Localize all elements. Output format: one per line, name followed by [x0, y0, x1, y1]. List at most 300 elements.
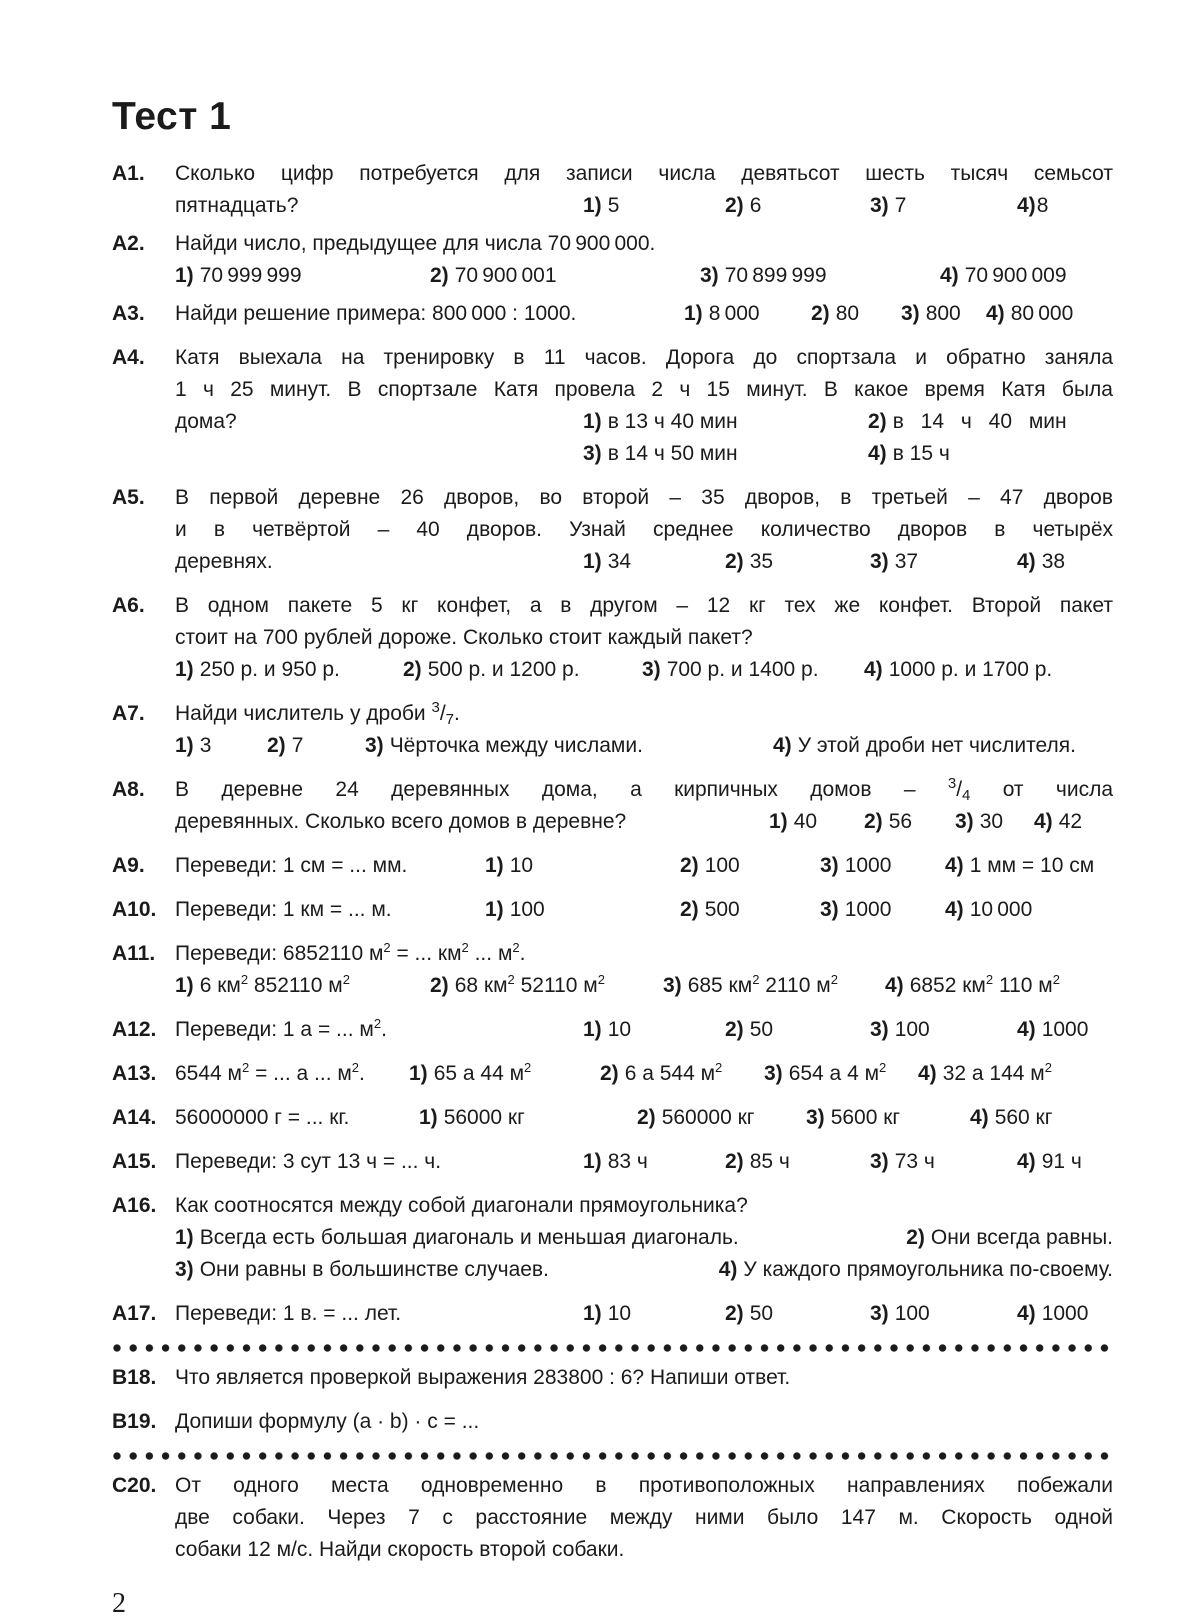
option-value: 42: [1058, 810, 1083, 833]
question-c20-body: [175, 1470, 1113, 1566]
a3-option-3: [901, 298, 986, 330]
option-label: 4): [868, 442, 887, 465]
question-a1: [112, 158, 1113, 222]
question-a13-body: [175, 1058, 1113, 1090]
option-value: в 15 ч: [892, 442, 950, 465]
question-a9-text: Переведи: 1 см = ... мм.: [175, 854, 408, 877]
option-value: 10: [607, 1302, 632, 1325]
option-value: 40: [793, 810, 818, 833]
option-label: 1): [684, 302, 703, 325]
a8-option-2: [864, 806, 955, 838]
a16-option-4: [719, 1254, 1113, 1286]
question-a9-number: А9.: [112, 854, 145, 877]
a6-option-4: [864, 654, 1052, 686]
question-a2-options-row: [175, 260, 1113, 292]
option-value: 30: [979, 810, 1004, 833]
option-value: 6852 км: [909, 974, 986, 997]
question-a6-text-line2: стоит на 700 рублей дороже. Сколько стоит каждый пакет?: [175, 626, 753, 649]
question-a5-body: [175, 482, 1113, 578]
a3-option-4: [986, 298, 1073, 330]
question-a5: [112, 482, 1113, 578]
question-a11: [112, 938, 1113, 1002]
question-a7: [112, 698, 1113, 762]
text-part: .: [454, 702, 460, 725]
option-label: 2): [680, 898, 699, 921]
question-a6-number: А6.: [112, 594, 145, 617]
dotted-separator: [112, 1343, 1113, 1353]
option-value: в 14 ч 50 мин: [607, 442, 738, 465]
question-a2-body: [175, 228, 1113, 292]
page-number: 2: [112, 1588, 126, 1619]
superscript: 2: [597, 972, 605, 987]
question-a14-body: [175, 1102, 1113, 1134]
question-a4: [112, 342, 1113, 470]
option-label: 1): [409, 1062, 428, 1085]
question-a1-text: Сколько цифр потребуется для записи числа девятьсот шесть тысяч семьсот: [175, 162, 1113, 185]
a13-option-1: [409, 1058, 600, 1090]
a7-option-2: [267, 730, 365, 762]
option-label: 3): [901, 302, 920, 325]
question-a16-number: А16.: [112, 1194, 157, 1217]
option-label: 2): [725, 550, 744, 573]
question-b18-number: В18.: [112, 1366, 157, 1389]
question-a8: [112, 774, 1113, 838]
text-part: от числа: [970, 778, 1114, 801]
question-a3-options-row: [175, 298, 1113, 330]
option-value: 68 км: [454, 974, 508, 997]
fraction-slash: /: [956, 778, 963, 801]
question-a15-options-row: [175, 1146, 1113, 1178]
question-a4-text-line1: Катя выехала на тренировку в 11 часов. Дорога до спортзала и обратно заняла: [175, 346, 1113, 369]
question-a8-number: А8.: [112, 778, 145, 801]
option-label: 4): [1017, 194, 1036, 217]
text-part: Переведи: 6852110 м: [175, 942, 384, 965]
a12-option-4: [1017, 1014, 1088, 1046]
text-part: ... м: [468, 942, 513, 965]
superscript: 2: [507, 972, 515, 987]
question-a4-text-line2: 1 ч 25 минут. В спортзале Катя провела 2 ч 15 минут. В какое время Катя была: [175, 378, 1113, 401]
a6-option-3: [642, 654, 864, 686]
question-b18-body: [175, 1362, 1113, 1394]
a4-option-3: [583, 438, 868, 470]
question-a6-options-row: [175, 654, 1113, 686]
question-a4-options-row2: [175, 438, 1113, 470]
option-label: 2): [267, 734, 286, 757]
option-value: 73 ч: [894, 1150, 935, 1173]
question-a7-body: [175, 698, 1113, 762]
question-b19-body: [175, 1406, 1113, 1438]
question-a16-body: [175, 1190, 1113, 1286]
a1-option-1: [583, 190, 725, 222]
option-label: 1): [583, 1150, 602, 1173]
question-b19-number: В19.: [112, 1410, 157, 1433]
question-a16-options-row2: [175, 1254, 1113, 1286]
option-label: 1): [175, 264, 194, 287]
option-label: 4): [885, 974, 904, 997]
option-label: 4): [773, 734, 792, 757]
option-label: 3): [365, 734, 384, 757]
question-a3-number: А3.: [112, 302, 145, 325]
question-a12-number: А12.: [112, 1018, 157, 1041]
question-a10: [112, 894, 1113, 926]
question-a9: [112, 850, 1113, 882]
a5-option-2: [725, 546, 870, 578]
option-label: 4): [945, 898, 964, 921]
option-value: 85 ч: [749, 1150, 790, 1173]
a5-option-3: [870, 546, 1017, 578]
option-label: 3): [583, 442, 602, 465]
question-a1-body: [175, 158, 1113, 222]
a8-option-1: [769, 806, 864, 838]
text-part: .: [359, 1062, 365, 1085]
question-a17-options-row: [175, 1298, 1113, 1330]
option-label: 1): [485, 854, 504, 877]
question-a7-number: А7.: [112, 702, 145, 725]
option-label: 2): [430, 264, 449, 287]
a17-option-3: [870, 1298, 1017, 1330]
option-label: 2): [864, 810, 883, 833]
question-a17-number: А17.: [112, 1302, 157, 1325]
a11-option-4: [885, 970, 1060, 1002]
a2-option-1: [175, 260, 430, 292]
option-value: 2110 м: [759, 974, 831, 997]
a10-option-4: [945, 894, 1032, 926]
a16-option-3: [175, 1254, 549, 1286]
option-value: в 13 ч 40 мин: [607, 410, 738, 433]
a17-option-1: [583, 1298, 725, 1330]
superscript: 2: [752, 972, 760, 987]
option-label: 2): [637, 1106, 656, 1129]
option-value: 91 ч: [1041, 1150, 1082, 1173]
option-value: 70 900 001: [454, 264, 557, 287]
question-a2: [112, 228, 1113, 292]
a1-option-4: [1017, 190, 1048, 222]
option-value: 1000: [1041, 1018, 1089, 1041]
option-label: 2): [725, 1302, 744, 1325]
text-part: В деревне 24 деревянных дома, а кирпичных домов –: [175, 778, 948, 801]
option-label: 4): [986, 302, 1005, 325]
question-a15-number: А15.: [112, 1150, 157, 1173]
a2-option-3: [700, 260, 940, 292]
option-label: 1): [583, 1302, 602, 1325]
option-label: 4): [918, 1062, 937, 1085]
option-value: 70 999 999: [199, 264, 302, 287]
option-value: 37: [894, 550, 919, 573]
question-a13-text: [175, 1058, 409, 1090]
a10-option-2: [680, 894, 820, 926]
option-label: 4): [940, 264, 959, 287]
question-a4-number: А4.: [112, 346, 145, 369]
option-value: 3: [199, 734, 212, 757]
question-b18: [112, 1362, 1113, 1394]
option-value: 6 а 544 м: [624, 1062, 716, 1085]
a17-option-4: [1017, 1298, 1088, 1330]
text-part: 6544 м: [175, 1062, 242, 1085]
option-value: 500: [704, 898, 740, 921]
option-value: У этой дроби нет числителя.: [797, 734, 1076, 757]
option-value: 52110 м: [514, 974, 598, 997]
a17-option-2: [725, 1298, 870, 1330]
fraction-denominator: 7: [445, 711, 455, 728]
option-label: 1): [175, 658, 194, 681]
option-label: 3): [820, 898, 839, 921]
option-label: 3): [870, 194, 889, 217]
option-value: 100: [704, 854, 740, 877]
a10-option-3: [820, 894, 945, 926]
option-value: 100: [509, 898, 545, 921]
option-label: 3): [870, 1150, 889, 1173]
superscript: 2: [985, 972, 994, 987]
question-a15: [112, 1146, 1113, 1178]
question-a5-options-row: [175, 546, 1113, 578]
question-a4-text-tail: дома?: [175, 410, 237, 433]
a6-option-2: [403, 654, 642, 686]
option-label: 1): [769, 810, 788, 833]
option-value: 56: [888, 810, 913, 833]
option-value: 65 а 44 м: [433, 1062, 525, 1085]
question-c20-text-line1: От одного места одновременно в противоположных направлениях побежали: [175, 1474, 1113, 1497]
question-a12: [112, 1014, 1113, 1046]
superscript: 2: [1044, 1060, 1052, 1075]
question-a5-text-line2: и в четвёртой – 40 дворов. Узнай среднее количество дворов в четырёх: [175, 518, 1113, 541]
fraction-denominator: 4: [962, 787, 971, 804]
option-value: 83 ч: [607, 1150, 648, 1173]
superscript: 2: [342, 972, 350, 987]
question-a3: [112, 298, 1113, 330]
question-a5-number: А5.: [112, 486, 145, 509]
option-label: 4): [1017, 1018, 1036, 1041]
option-value: 10: [509, 854, 534, 877]
option-label: 1): [583, 194, 602, 217]
option-value: 700 р. и 1400 р.: [666, 658, 819, 681]
a15-option-4: [1017, 1146, 1082, 1178]
option-value: 38: [1041, 550, 1066, 573]
dotted-separator: [112, 1451, 1113, 1461]
option-value: 8 000: [708, 302, 760, 325]
question-a2-number: А2.: [112, 232, 145, 255]
option-label: 4): [1034, 810, 1053, 833]
a15-option-2: [725, 1146, 870, 1178]
superscript: 2: [830, 972, 838, 987]
question-a13-options-row: [175, 1058, 1113, 1090]
question-a6-body: [175, 590, 1113, 686]
option-value: 560 кг: [994, 1106, 1053, 1129]
superscript: 2: [461, 940, 469, 955]
option-label: 2): [868, 410, 887, 433]
a13-option-3: [764, 1058, 918, 1090]
a15-option-1: [583, 1146, 725, 1178]
option-label: 4): [945, 854, 964, 877]
option-label: 3): [642, 658, 661, 681]
a14-option-3: [806, 1102, 970, 1134]
superscript: 2: [879, 1060, 887, 1075]
question-c20-text-line3: собаки 12 м/с. Найди скорость второй собаки.: [175, 1538, 625, 1561]
a12-option-3: [870, 1014, 1017, 1046]
question-a1-number: А1.: [112, 162, 145, 185]
a13-option-4: [918, 1058, 1052, 1090]
option-value: 70 900 009: [964, 264, 1067, 287]
superscript: 2: [383, 940, 391, 955]
question-a1-options-row: [175, 190, 1113, 222]
option-label: 1): [419, 1106, 438, 1129]
a16-option-2: [906, 1222, 1113, 1254]
a8-option-3: [955, 806, 1034, 838]
a5-option-4: [1017, 546, 1065, 578]
text-part: = ... а ... м: [249, 1062, 352, 1085]
fraction-numerator: 3: [431, 699, 440, 716]
question-a8-options-row: [175, 806, 1113, 838]
question-a9-body: [175, 850, 1113, 882]
question-a14-options-row: [175, 1102, 1113, 1134]
option-value: 80 000: [1010, 302, 1074, 325]
option-value: 500 р. и 1200 р.: [427, 658, 580, 681]
question-a11-body: [175, 938, 1113, 1002]
question-a15-body: [175, 1146, 1113, 1178]
option-value: 7: [894, 194, 907, 217]
question-a12-options-row: [175, 1014, 1113, 1046]
option-value: 35: [749, 550, 774, 573]
option-label: 3): [700, 264, 719, 287]
option-value: 685 км: [687, 974, 753, 997]
option-value: 852110 м: [248, 974, 343, 997]
option-label: 4): [864, 658, 883, 681]
question-a16-text: Как соотносятся между собой диагонали прямоугольника?: [175, 1194, 748, 1217]
option-value: 1000: [1041, 1302, 1089, 1325]
option-value: Они всегда равны.: [930, 1226, 1113, 1249]
option-label: 3): [806, 1106, 825, 1129]
option-label: 3): [955, 810, 974, 833]
question-a7-options-row: [175, 730, 1113, 762]
a4-option-1: [583, 406, 868, 438]
option-value: 100: [894, 1302, 930, 1325]
question-a4-options-row1: [175, 406, 1113, 438]
question-a3-body: [175, 298, 1113, 330]
a9-option-4: [945, 850, 1094, 882]
superscript: 2: [524, 1060, 532, 1075]
question-a8-body: [175, 774, 1113, 838]
a5-option-1: [583, 546, 725, 578]
question-a14-text: 56000000 г = ... кг.: [175, 1106, 350, 1129]
question-a12-body: [175, 1014, 1113, 1046]
option-label: 3): [764, 1062, 783, 1085]
question-a11-number: А11.: [112, 942, 156, 965]
a3-option-1: [684, 298, 811, 330]
option-label: 2): [906, 1226, 925, 1249]
question-a5-text-line1: В первой деревне 26 дворов, во второй – 35 дворов, в третьей – 47 дворов: [175, 486, 1113, 509]
option-value: 5: [607, 194, 620, 217]
option-label: 1): [485, 898, 504, 921]
a1-option-2: [725, 190, 870, 222]
question-a3-text: Найди решение примера: 800 000 : 1000.: [175, 302, 577, 325]
option-label: 2): [811, 302, 830, 325]
question-a13: [112, 1058, 1113, 1090]
a16-option-1: [175, 1222, 739, 1254]
superscript: 2: [373, 1016, 382, 1031]
option-label: 1): [175, 734, 194, 757]
option-value: 70 899 999: [724, 264, 827, 287]
page-title: Тест 1: [112, 95, 232, 138]
text-part: Найди числитель у дроби: [175, 702, 432, 725]
option-value: 1 мм = 10 см: [969, 854, 1095, 877]
question-b18-text: Что является проверкой выражения 283800 : 6? Напиши ответ.: [175, 1366, 791, 1389]
option-label: 2): [600, 1062, 619, 1085]
a14-option-2: [637, 1102, 806, 1134]
option-value: 100: [894, 1018, 930, 1041]
a2-option-4: [940, 260, 1067, 292]
a8-option-4: [1034, 806, 1082, 838]
option-label: 1): [583, 550, 602, 573]
option-label: 3): [870, 1302, 889, 1325]
question-a10-body: [175, 894, 1113, 926]
option-value: 50: [749, 1302, 774, 1325]
option-label: 4): [718, 1258, 738, 1281]
a4-option-2: [868, 406, 1113, 438]
question-a2-text: Найди число, предыдущее для числа 70 900 000.: [175, 232, 656, 255]
option-label: 1): [175, 1226, 194, 1249]
option-value: 80: [835, 302, 860, 325]
a14-option-4: [970, 1102, 1052, 1134]
option-value: 50: [749, 1018, 774, 1041]
question-c20-text-line2: две собаки. Через 7 с расстояние между ними было 147 м. Скорость одной: [175, 1506, 1113, 1529]
a9-option-3: [820, 850, 945, 882]
a11-option-2: [430, 970, 663, 1002]
question-a6: [112, 590, 1113, 686]
question-a14-number: А14.: [112, 1106, 157, 1129]
option-label: 4): [1017, 1302, 1036, 1325]
superscript: 2: [512, 940, 520, 955]
option-value: Чёрточка между числами.: [389, 734, 643, 757]
a3-option-2: [811, 298, 901, 330]
option-label: 2): [725, 1150, 744, 1173]
question-a9-options-row: [175, 850, 1113, 882]
fraction-slash: /: [439, 702, 446, 725]
question-a15-text: Переведи: 3 сут 13 ч = ... ч.: [175, 1150, 442, 1173]
option-value: 250 р. и 950 р.: [199, 658, 340, 681]
a1-option-3: [870, 190, 1017, 222]
question-a8-text-line1: [175, 774, 1113, 806]
a12-option-2: [725, 1014, 870, 1046]
option-value: 10 000: [969, 898, 1033, 921]
option-value: 6: [749, 194, 762, 217]
question-a10-options-row: [175, 894, 1113, 926]
option-value: 654 а 4 м: [788, 1062, 880, 1085]
a11-option-3: [663, 970, 885, 1002]
a15-option-3: [870, 1146, 1017, 1178]
option-value: в 14 ч 40 мин: [892, 410, 1067, 433]
a2-option-2: [430, 260, 700, 292]
question-a1-text-tail: пятнадцать?: [175, 194, 299, 217]
a6-option-1: [175, 654, 403, 686]
question-a6-text-line1: В одном пакете 5 кг конфет, а в другом – 12 кг тех же конфет. Второй пакет: [175, 594, 1113, 617]
option-label: 2): [680, 854, 699, 877]
option-value: 800: [925, 302, 961, 325]
question-a17-body: [175, 1298, 1113, 1330]
option-value: 32 а 144 м: [942, 1062, 1045, 1085]
option-value: 56000 кг: [443, 1106, 525, 1129]
option-label: 4): [970, 1106, 989, 1129]
option-value: Они равны в большинстве случаев.: [199, 1258, 549, 1281]
a13-option-2: [600, 1058, 764, 1090]
question-a7-text: [175, 698, 1113, 730]
option-label: 3): [175, 1258, 194, 1281]
option-value: У каждого прямоугольника по-своему.: [743, 1258, 1113, 1281]
option-value: 7: [291, 734, 304, 757]
question-a14: [112, 1102, 1113, 1134]
question-a16: [112, 1190, 1113, 1286]
option-value: 560000 кг: [661, 1106, 755, 1129]
question-a11-text: [175, 938, 1113, 970]
option-value: Всегда есть большая диагональ и меньшая диагональ.: [199, 1226, 739, 1249]
